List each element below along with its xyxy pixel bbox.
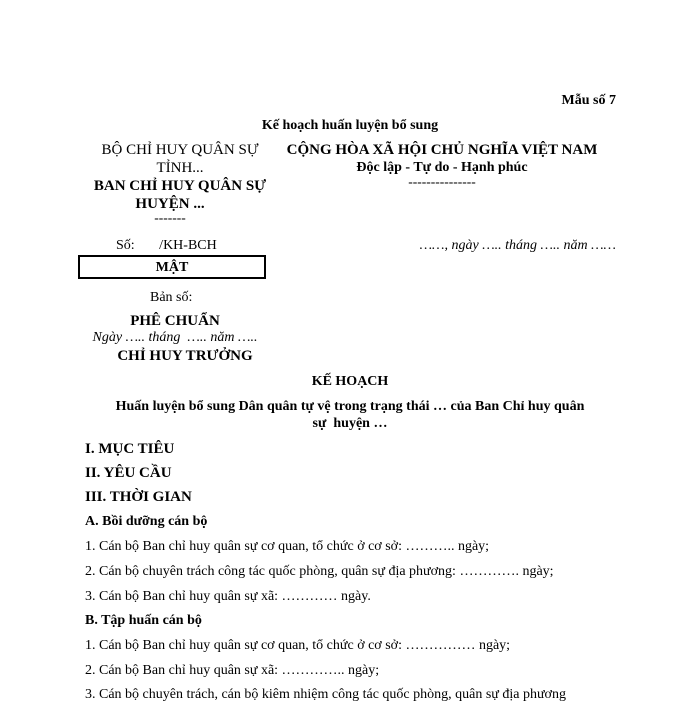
left-header-line3: BAN CHỈ HUY QUÂN SỰ <box>93 178 267 194</box>
subsection-b-heading: B. Tập huấn cán bộ <box>85 613 202 628</box>
list-item: 1. Cán bộ Ban chỉ huy quân sự cơ quan, tổ chức ở cơ sở: …………… ngày; <box>85 638 511 653</box>
document-caption: Kế hoạch huấn luyện bổ sung <box>261 118 439 133</box>
list-item: 2. Cán bộ chuyên trách công tác quốc phòng, quân sự địa phương: …………. ngày; <box>85 564 554 579</box>
plan-title: KẾ HOẠCH <box>311 374 389 389</box>
left-header-rule: ------- <box>154 210 186 225</box>
list-item: 3. Cán bộ Ban chỉ huy quân sự xã: ………… ngày. <box>85 589 371 604</box>
subsection-a-heading: A. Bồi dưỡng cán bộ <box>85 514 208 529</box>
copy-number: Bản số: <box>150 290 193 305</box>
document-number: Số: /KH-BCH <box>116 238 217 253</box>
approval-signer: CHỈ HUY TRƯỞNG <box>117 348 253 364</box>
national-title: CỘNG HÒA XÃ HỘI CHỦ NGHĨA VIỆT NAM <box>286 142 598 158</box>
form-number: Mẫu số 7 <box>561 93 616 108</box>
list-item: 3. Cán bộ chuyên trách, cán bộ kiêm nhiệm công tác quốc phòng, quân sự địa phương <box>85 687 566 702</box>
section-requirements: II. YÊU CẦU <box>85 465 172 481</box>
approval-date: Ngày ….. tháng ….. năm ….. <box>92 330 258 345</box>
section-time: III. THỜI GIAN <box>85 489 192 505</box>
approval-title: PHÊ CHUẨN <box>130 313 220 329</box>
document-date: ……, ngày ….. tháng ….. năm …… <box>419 238 616 253</box>
left-header-line4: HUYỆN ... <box>135 196 205 212</box>
left-header-line1: BỘ CHỈ HUY QUÂN SỰ <box>101 142 259 158</box>
right-header-rule: --------------- <box>408 174 476 189</box>
list-item: 1. Cán bộ Ban chỉ huy quân sự cơ quan, tổ chức ở cơ sở: ……….. ngày; <box>85 539 490 554</box>
secret-stamp <box>78 255 266 279</box>
national-motto: Độc lập - Tự do - Hạnh phúc <box>356 160 528 175</box>
list-item: 2. Cán bộ Ban chỉ huy quân sự xã: ………….. ngày; <box>85 663 380 678</box>
secret-label: MẬT <box>155 260 189 275</box>
section-objectives: I. MỤC TIÊU <box>85 441 175 457</box>
plan-subtitle-line2: sự huyện … <box>312 416 388 431</box>
left-header-line2: TỈNH... <box>156 160 204 176</box>
plan-subtitle-line1: Huấn luyện bổ sung Dân quân tự vệ trong trạng thái … của Ban Chỉ huy quân <box>115 399 585 414</box>
